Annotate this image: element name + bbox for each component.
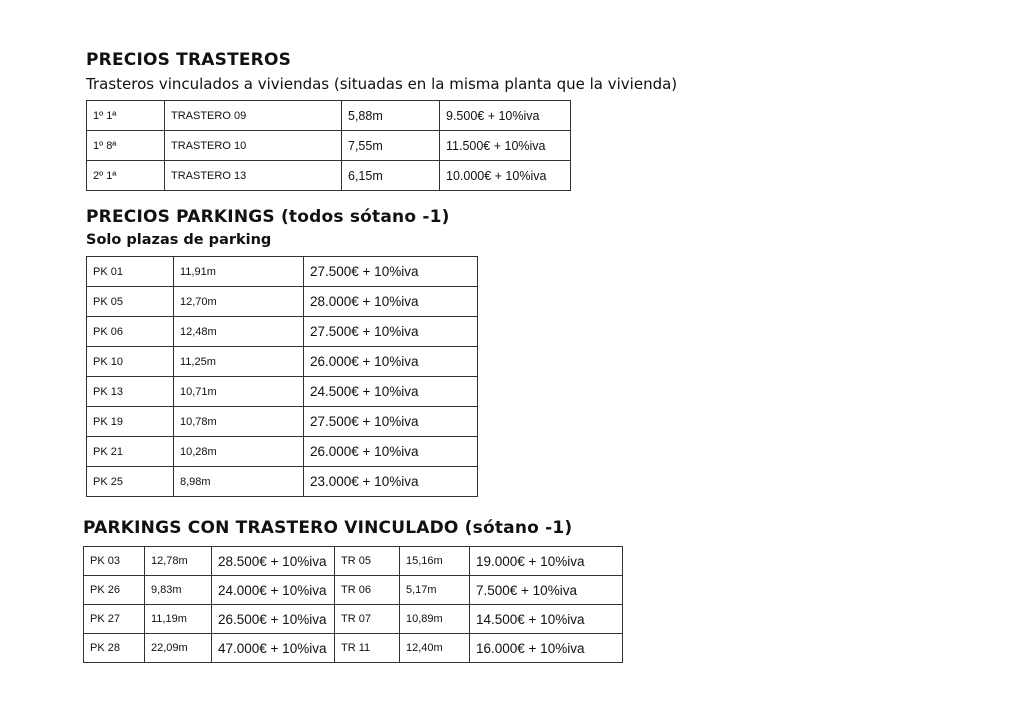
trastero-area-cell: 10,89m [400,605,470,634]
table-row [87,407,478,437]
area-cell: 11,91m [174,257,304,287]
planta-cell: 1º 1ª [87,101,165,131]
price-cell: 28.000€ + 10%iva [304,287,478,317]
planta-cell: 1º 8ª [87,131,165,161]
parking-price-cell: 26.500€ + 10%iva [212,605,335,634]
price-cell: 9.500€ + 10%iva [440,101,571,131]
table-row [87,377,478,407]
parking-id-cell: PK 21 [87,437,174,467]
parking-id-cell: PK 03 [84,547,145,576]
parkings-title: PRECIOS PARKINGS (todos sótano -1) [86,207,450,227]
area-cell: 8,98m [174,467,304,497]
price-cell: 23.000€ + 10%iva [304,467,478,497]
table-row [87,257,478,287]
trastero-area-cell: 5,17m [400,576,470,605]
parking-id-cell: PK 10 [87,347,174,377]
area-cell: 7,55m [342,131,440,161]
trastero-id-cell: TR 11 [335,634,400,663]
area-cell: 10,71m [174,377,304,407]
parking-area-cell: 12,78m [145,547,212,576]
combo-table [83,546,623,663]
table-row [87,101,571,131]
parking-area-cell: 11,19m [145,605,212,634]
table-row [84,634,623,663]
area-cell: 6,15m [342,161,440,191]
trasteros-table [86,100,571,191]
table-row [84,547,623,576]
trastero-price-cell: 7.500€ + 10%iva [470,576,623,605]
table-row [87,437,478,467]
trastero-price-cell: 16.000€ + 10%iva [470,634,623,663]
parking-id-cell: PK 28 [84,634,145,663]
trastero-id-cell: TR 07 [335,605,400,634]
area-cell: 10,28m [174,437,304,467]
parking-id-cell: PK 25 [87,467,174,497]
table-row [87,131,571,161]
table-row [87,317,478,347]
area-cell: 5,88m [342,101,440,131]
parking-id-cell: PK 05 [87,287,174,317]
price-cell: 26.000€ + 10%iva [304,347,478,377]
parking-id-cell: PK 26 [84,576,145,605]
trastero-name-cell: TRASTERO 09 [165,101,342,131]
area-cell: 12,70m [174,287,304,317]
parking-id-cell: PK 27 [84,605,145,634]
parking-area-cell: 22,09m [145,634,212,663]
price-cell: 27.500€ + 10%iva [304,407,478,437]
price-cell: 27.500€ + 10%iva [304,257,478,287]
trastero-price-cell: 14.500€ + 10%iva [470,605,623,634]
table-row [87,467,478,497]
parking-price-cell: 24.000€ + 10%iva [212,576,335,605]
price-cell: 26.000€ + 10%iva [304,437,478,467]
parking-id-cell: PK 19 [87,407,174,437]
parking-id-cell: PK 06 [87,317,174,347]
parking-id-cell: PK 13 [87,377,174,407]
trasteros-title: PRECIOS TRASTEROS [86,50,292,70]
price-cell: 24.500€ + 10%iva [304,377,478,407]
area-cell: 12,48m [174,317,304,347]
trastero-name-cell: TRASTERO 10 [165,131,342,161]
parkings-subtitle: Solo plazas de parking [86,232,272,248]
area-cell: 11,25m [174,347,304,377]
table-row [87,161,571,191]
table-row [84,605,623,634]
area-cell: 10,78m [174,407,304,437]
parking-price-cell: 28.500€ + 10%iva [212,547,335,576]
table-row [84,576,623,605]
trastero-area-cell: 15,16m [400,547,470,576]
parking-id-cell: PK 01 [87,257,174,287]
trastero-area-cell: 12,40m [400,634,470,663]
parking-price-cell: 47.000€ + 10%iva [212,634,335,663]
parkings-table [86,256,478,497]
price-cell: 11.500€ + 10%iva [440,131,571,161]
parking-area-cell: 9,83m [145,576,212,605]
trastero-id-cell: TR 05 [335,547,400,576]
trastero-id-cell: TR 06 [335,576,400,605]
trasteros-subtitle: Trasteros vinculados a viviendas (situadas en la misma planta que la vivienda) [86,75,678,93]
planta-cell: 2º 1ª [87,161,165,191]
trastero-price-cell: 19.000€ + 10%iva [470,547,623,576]
table-row [87,287,478,317]
combo-title: PARKINGS CON TRASTERO VINCULADO (sótano -1) [83,518,573,538]
trastero-name-cell: TRASTERO 13 [165,161,342,191]
table-row [87,347,478,377]
price-cell: 27.500€ + 10%iva [304,317,478,347]
price-cell: 10.000€ + 10%iva [440,161,571,191]
